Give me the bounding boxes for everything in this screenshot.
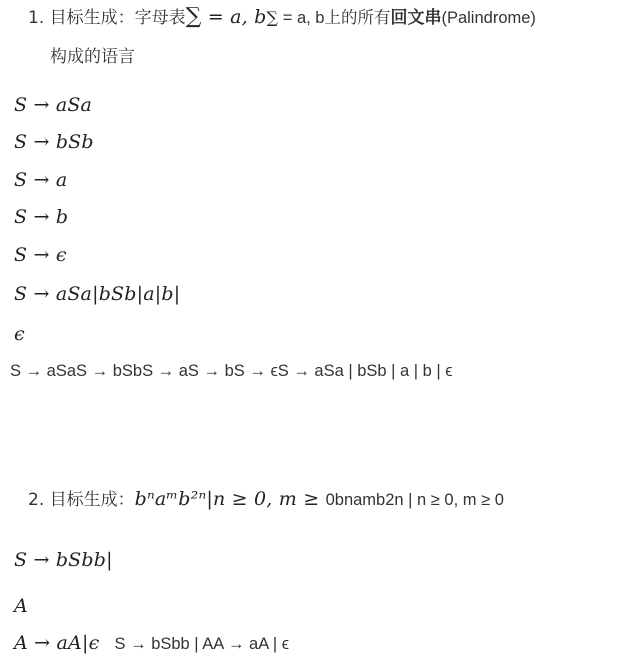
sum-symbol: ∑: [185, 4, 202, 29]
summary-line-1: S → aSaS → bSbS → aS → bS → ϵS → aSa | bSb | a | b | ϵ: [10, 362, 453, 380]
rule-line: S → bSbb|: [14, 549, 113, 571]
rule-line: S → a: [14, 169, 68, 191]
sum-symbol-small: ∑: [266, 8, 279, 27]
item1-prefix: 目标生成：字母表: [49, 8, 186, 28]
palindrome-term: 回文串: [390, 8, 442, 28]
item1-heading: [28, 3, 536, 29]
rule-line: S → b: [14, 206, 69, 228]
rule-line: S → ϵ: [14, 244, 67, 266]
item2-plain: 0bnamb2n | n ≥ 0, m ≥ 0: [325, 491, 504, 509]
rule-line: A: [14, 595, 28, 617]
epsilon-line: ϵ: [14, 323, 25, 345]
last-rule-math: A → aA|ϵ: [14, 632, 100, 654]
last-rule-line: [14, 632, 289, 654]
item2-math: bⁿaᵐb²ⁿ|n ≥ 0, m ≥: [134, 488, 326, 510]
item2-prefix: 目标生成：: [49, 490, 135, 510]
item1-plain: = a, b上的所有: [278, 9, 391, 27]
rule-line: S → aSa|bSb|a|b|: [14, 283, 181, 305]
rule-line: S → bSb: [14, 131, 94, 153]
item1-number: 1.: [28, 8, 45, 28]
rule-line: S → aSa: [14, 94, 93, 116]
palindrome-english: (Palindrome): [441, 9, 536, 27]
last-rule-plain: S → bSbb | AA → aA | ϵ: [114, 635, 290, 653]
item2-heading: [28, 485, 504, 510]
item2-number: 2.: [28, 490, 45, 510]
item1-math: = a, b: [201, 6, 267, 28]
item1-heading-line2: 构成的语言: [50, 47, 135, 67]
